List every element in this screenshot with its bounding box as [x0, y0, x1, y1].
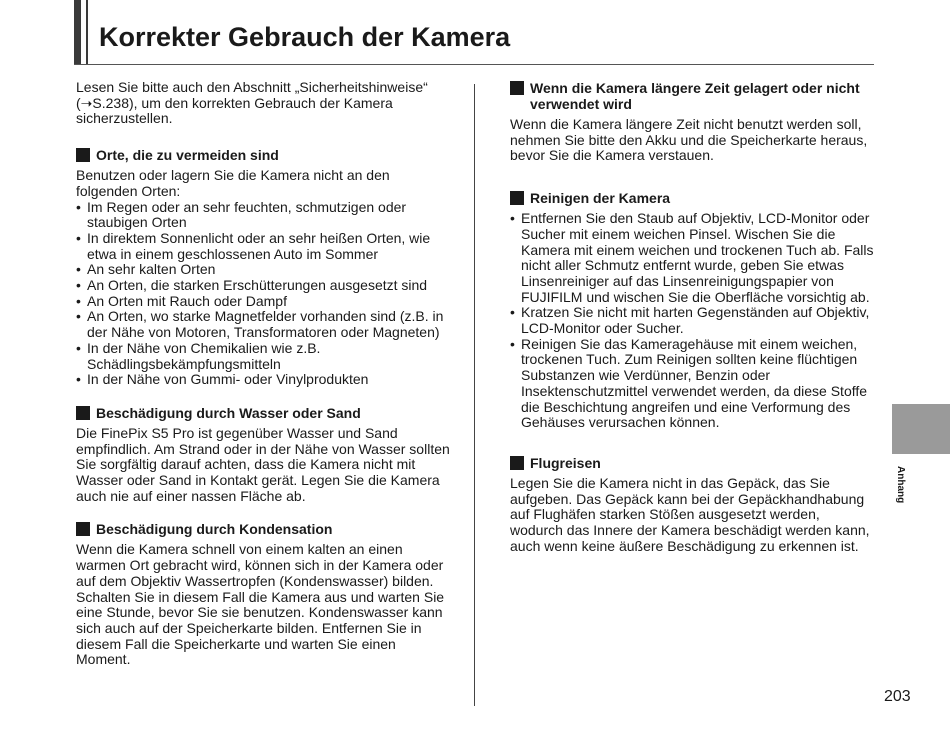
heading-square-icon — [510, 81, 524, 95]
list-item: • Entfernen Sie den Staub auf Objektiv, LCD-Monitor oder Sucher mit einem weichen Pinsel. Wischen Sie die Kamera mit einem weichen und trockenen Tuch ab. Falls nicht aller Schmutz entfernt wurde, geben Sie etwas Linsenreiniger auf das Linsenreinigungspapier von FUJIFILM und wischen Sie die Oberfläche vorsichtig ab. — [510, 211, 875, 305]
section-heading: Beschädigung durch Kondensation — [76, 521, 451, 537]
left-column — [76, 80, 451, 685]
heading-square-icon — [76, 406, 90, 420]
title-bar — [74, 0, 881, 64]
right-column — [510, 80, 875, 571]
section-kondensation — [76, 521, 451, 668]
list-item: • An Orten mit Rauch oder Dampf — [76, 294, 451, 310]
section-lead: Benutzen oder lagern Sie die Kamera nicht an den folgenden Orten: — [76, 167, 390, 199]
section-wasser — [76, 405, 451, 505]
list-item: • Im Regen oder an sehr feuchten, schmutzigen oder staubigen Orten — [76, 200, 451, 231]
list-item: • An sehr kalten Orten — [76, 262, 451, 278]
list-item: • In der Nähe von Chemikalien wie z.B. Schädlingsbekämpfungsmitteln — [76, 341, 451, 372]
intro-text: Lesen Sie bitte auch den Abschnitt „Sicherheitshinweise“ (➝S.238), um den korrekten Gebrauch der Kamera sicherzustellen. — [76, 79, 428, 127]
column-divider — [474, 84, 475, 706]
list-item: • Kratzen Sie nicht mit harten Gegenständen auf Objektiv, LCD-Monitor oder Sucher. — [510, 305, 875, 336]
page-number: 203 — [884, 688, 911, 705]
section-body: Wenn die Kamera schnell von einem kalten an einen warmen Ort gebracht wird, können sich in der Kamera oder auf dem Objektiv Wassertropfen (Kondenswasser) bilden. Schalten Sie in diesem Fall die Kamera aus und warten Sie eine Stunde, bevor Sie sie benutzen. Kondenswasser kann sich auch auf der Speicherkarte bilden. Entfernen Sie in diesem Fall die Speicherkarte und warten Sie einen Moment. — [76, 541, 445, 668]
section-heading: Reinigen der Kamera — [510, 190, 875, 206]
list-item: • An Orten, die starken Erschütterungen ausgesetzt sind — [76, 278, 451, 294]
section-body: Die FinePix S5 Pro ist gegenüber Wasser und Sand empfindlich. Am Strand oder in der Nähe von Wasser sollten Sie sorgfältig darauf achten, dass die Kamera nicht mit Wasser oder Sand in Kontakt gerät. Legen Sie die Kamera auch nie auf einer nassen Fläche ab. — [76, 424, 450, 504]
list-item: • An Orten, wo starke Magnetfelder vorhanden sind (z.B. in der Nähe von Motoren, Transformatoren oder Magneten) — [76, 309, 451, 340]
list-item: • In der Nähe von Gummi- oder Vinylprodukten — [76, 372, 451, 388]
heading-square-icon — [510, 191, 524, 205]
section-body: Wenn die Kamera längere Zeit nicht benutzt werden soll, nehmen Sie bitte den Akku und die Speicherkarte heraus, bevor Sie die Kamera verstauen. — [510, 116, 868, 164]
section-heading: Flugreisen — [510, 455, 875, 471]
heading-square-icon — [76, 148, 90, 162]
title-rule — [86, 0, 88, 64]
section-orte — [76, 147, 451, 388]
section-heading: Orte, die zu vermeiden sind — [76, 147, 451, 163]
section-flugreisen — [510, 455, 875, 555]
bullet-list — [510, 211, 875, 431]
section-heading: Beschädigung durch Wasser oder Sand — [76, 405, 451, 421]
bullet-list — [76, 200, 451, 388]
section-body: Legen Sie die Kamera nicht in das Gepäck, das Sie aufgeben. Das Gepäck kann bei der Gepäckhandhabung auf Flughäfen starken Stößen ausgesetzt werden, wodurch das Innere der Kamera beschädigt werden kann, auch wenn keine äußere Beschädigung zu erkennen ist. — [510, 474, 870, 554]
section-heading: Wenn die Kamera längere Zeit gelagert oder nicht verwendet wird — [510, 80, 875, 112]
section-tab — [892, 404, 950, 454]
page-title: Korrekter Gebrauch der Kamera — [99, 22, 511, 52]
list-item: • In direktem Sonnenlicht oder an sehr heißen Orten, wie etwa in einem geschlossenen Auto im Sommer — [76, 231, 451, 262]
heading-square-icon — [510, 456, 524, 470]
section-label: Anhang — [895, 466, 906, 504]
heading-square-icon — [76, 522, 90, 536]
section-gelagert — [510, 80, 875, 164]
title-underline — [74, 64, 874, 65]
section-reinigen — [510, 190, 875, 431]
list-item: • Reinigen Sie das Kameragehäuse mit einem weichen, trockenen Tuch. Zum Reinigen sollten keine flüchtigen Substanzen wie Verdünner, Benzin oder Insektenschutzmittel verwendet werden, da diese Stoffe die Beschichtung angreifen und eine Verformung des Gehäuses verursachen können. — [510, 337, 875, 431]
